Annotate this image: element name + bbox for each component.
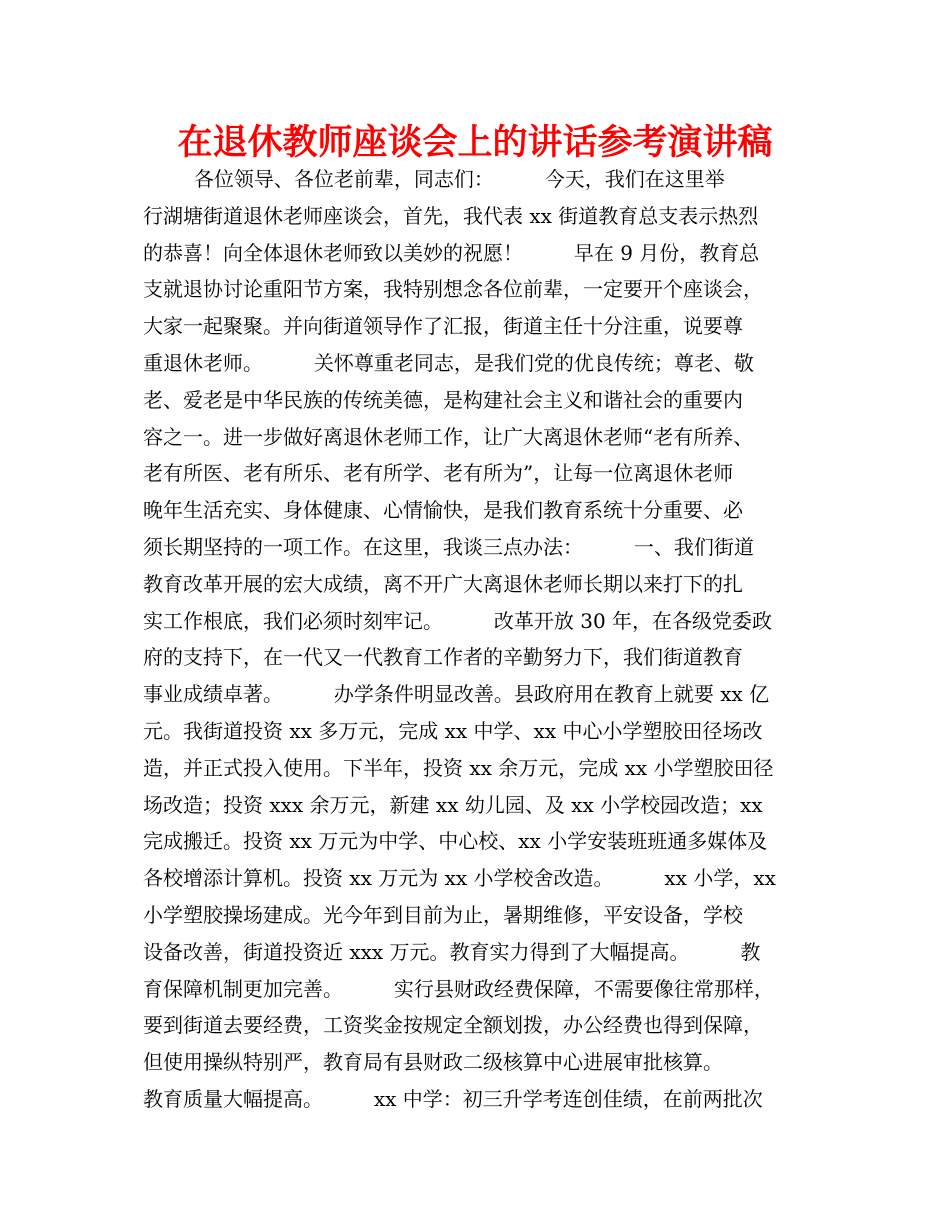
body-line: 各位领导、各位老前辈，同志们： 今天，我们在这里举 (143, 167, 725, 191)
body-line: 晚年生活充实、身体健康、心情愉快，是我们教育系统十分重要、必 (143, 498, 743, 523)
body-line: 场改造；投资 xxx 余万元，新建 xx 幼儿园、及 xx 小学校园改造；xx (143, 792, 763, 817)
body-line: 老有所医、老有所乐、老有所学、老有所为”，让每一位离退休老师 (143, 461, 734, 486)
body-line: 府的支持下，在一代又一代教育工作者的辛勤努力下，我们街道教育 (143, 645, 743, 670)
body-line: 完成搬迁。投资 xx 万元为中学、中心校、xx 小学安装班班通多媒体及 (143, 829, 768, 854)
body-line: 要到街道去要经费，工资奖金按规定全额划拨，办公经费也得到保障， (143, 1013, 763, 1038)
body-line: 教育质量大幅提高。 xx 中学：初三升学考连创佳绩，在前两批次 (143, 1087, 763, 1111)
body-line: 的恭喜！向全体退休老师致以美妙的祝愿！ 早在 9 月份，教育总 (143, 240, 760, 265)
document-title: 在退休教师座谈会上的讲话参考演讲稿 (177, 123, 773, 163)
body-line: 设备改善，街道投资近 xxx 万元。教育实力得到了大幅提高。 教 (143, 939, 761, 964)
body-line: 教育改革开展的宏大成绩，离不开广大离退休老师长期以来打下的扎 (143, 571, 743, 596)
body-line: 造，并正式投入使用。下半年，投资 xx 余万元，完成 xx 小学塑胶田径 (143, 755, 774, 780)
body-line: 元。我街道投资 xx 多万元，完成 xx 中学、xx 中心小学塑胶田径场改 (143, 719, 763, 743)
body-line: 实工作根底，我们必须时刻牢记。 改革开放 30 年，在各级党委政 (143, 608, 773, 633)
body-line: 须长期坚持的一项工作。在这里，我谈三点办法： 一、我们街道 (143, 535, 754, 559)
body-line: 各校增添计算机。投资 xx 万元为 xx 小学校舍改造。 xx 小学，xx (143, 866, 776, 891)
body-line: 但使用操纵特别严，教育局有县财政二级核算中心进展审批核算。 (143, 1050, 723, 1075)
body-line: 育保障机制更加完善。 实行县财政经费保障，不需要像往常那样， (143, 976, 774, 1001)
body-line: 小学塑胶操场建成。光今年到目前为止，暑期维修，平安设备，学校 (143, 903, 743, 927)
body-line: 大家一起聚聚。并向街道领导作了汇报，街道主任十分注重，说要尊 (143, 314, 743, 339)
body-line: 重退休老师。 关怀尊重老同志，是我们党的优良传统；尊老、敬 (143, 351, 754, 375)
body-line: 支就退协讨论重阳节方案，我特别想念各位前辈，一定要开个座谈会， (143, 277, 763, 302)
body-line: 容之一。进一步做好离退休老师工作，让广大离退休老师“老有所养、 (143, 424, 754, 449)
body-line: 行湖塘街道退休老师座谈会，首先，我代表 xx 街道教育总支表示热烈 (143, 203, 759, 228)
body-line: 老、爱老是中华民族的传统美德，是构建社会主义和谐社会的重要内 (143, 387, 743, 412)
body-line: 事业成绩卓著。 办学条件明显改善。县政府用在教育上就要 xx 亿 (143, 682, 770, 707)
